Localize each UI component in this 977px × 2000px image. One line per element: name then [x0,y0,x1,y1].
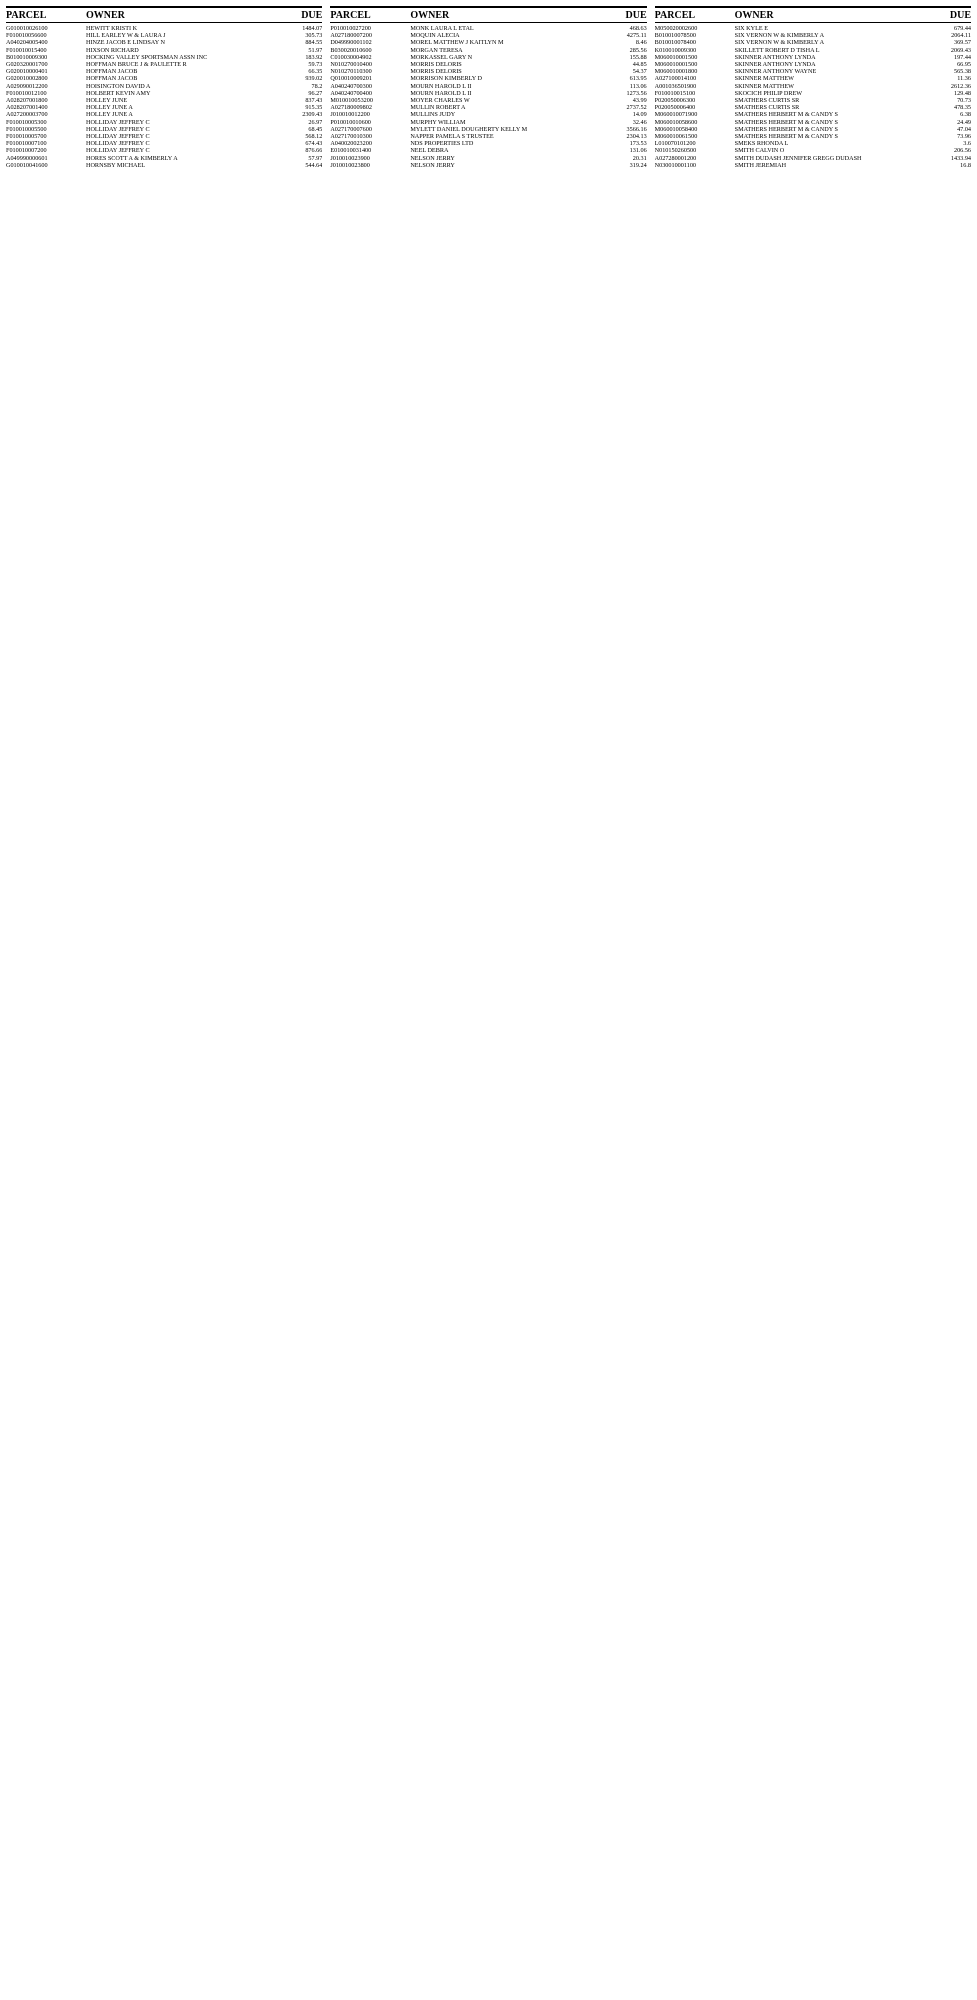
due-cell: 11.36 [957,75,971,83]
column-1 [6,6,322,1994]
owner-cell: SMITH DUDASH JENNIFER GREGG DUDASH [734,154,862,162]
due-cell: 113.06 [629,82,647,90]
owner-cell: HOCKING VALLEY SPORTSMAN ASSN INC [86,53,208,61]
due-cell: 26.97 [308,118,323,126]
table-row [330,147,646,154]
owner-cell: SMEKS RHONDA L [734,140,789,148]
parcel-cell: C010030004902 [330,53,372,61]
table-row [330,32,646,39]
due-cell: 3566.16 [626,125,647,133]
owner-cell: SKOCICH PHILIP DREW [734,89,803,97]
due-cell: 319.24 [629,161,647,169]
parcel-cell: P010010010600 [330,118,371,126]
parcel-cell: P020050006400 [654,104,696,112]
parcel-cell: F010010005300 [6,118,47,126]
header-parcel: PARCEL [6,10,47,21]
due-cell: 68.45 [308,125,323,133]
table-row [6,83,322,90]
parcel-cell: A040020023200 [330,140,372,148]
owner-cell: HOLLIDAY JEFFREY C [86,125,150,133]
parcel-cell: M060010058600 [654,118,698,126]
due-cell: 544.64 [305,161,323,169]
owner-cell: SKINNER ANTHONY LYNDA [734,61,816,69]
due-cell: 884.55 [305,39,323,47]
table-row [655,147,971,154]
due-cell: 20.31 [632,154,647,162]
table-row [330,75,646,82]
table-row [655,61,971,68]
owner-cell: NELSON JERRY [410,154,455,162]
parcel-cell: F010010005700 [6,133,47,141]
parcel-cell: F010010015400 [6,46,47,54]
owner-cell: MORRISON KIMBERLY D [410,75,483,83]
owner-cell: SMATHERS HERBERT M & CANDY S [734,133,838,141]
due-cell: 1484.07 [302,25,323,32]
table-row [655,32,971,39]
table-row [330,54,646,61]
header-owner: OWNER [410,10,450,21]
due-cell: 3.6 [963,140,971,148]
parcel-cell: N010270010400 [330,61,372,69]
owner-cell: MONK LAURA L ETAL [410,25,474,32]
table-row [330,111,646,118]
table-row [6,25,322,32]
table-row [6,162,322,169]
table-row [655,39,971,46]
parcel-cell: M010010053200 [330,97,373,105]
due-cell: 129.48 [953,89,971,97]
due-cell: 2737.52 [626,104,647,112]
table-row [6,68,322,75]
owner-cell: MOURN HAROLD L II [410,82,472,90]
owner-cell: SMATHERS HERBERT M & CANDY S [734,118,838,126]
due-cell: 24.49 [957,118,971,126]
owner-cell: SKILLETT ROBERT D TISHA L [734,46,820,54]
table-row [655,68,971,75]
table-row [330,155,646,162]
table-row [655,83,971,90]
parcel-cell: A027180009802 [330,104,372,112]
parcel-cell: A028207001800 [6,97,48,105]
due-cell: 131.06 [629,147,647,155]
table-row [330,140,646,147]
table-row [6,133,322,140]
owner-cell: HILL EARLEY W & LAURA J [86,32,166,40]
due-cell: 66.35 [308,68,323,76]
owner-cell: MURPHY WILLIAM [410,118,466,126]
parcel-cell: M050020002600 [654,25,698,32]
table-row [6,97,322,104]
header-due: DUE [625,10,647,21]
owner-cell: MORRIS DELORIS [410,61,462,69]
table-row [330,162,646,169]
due-cell: 155.88 [629,53,647,61]
due-cell: 1273.56 [626,89,647,97]
due-cell: 173.53 [629,140,647,148]
due-cell: 2064.11 [951,32,971,40]
table-row [330,133,646,140]
parcel-cell: F010010007100 [6,140,47,148]
parcel-cell: G020320001700 [6,61,48,69]
table-row [330,119,646,126]
owner-cell: NAPPER PAMELA S TRUSTEE [410,133,494,141]
table-row [330,97,646,104]
table-row [6,111,322,118]
column-header [655,10,971,23]
table-row [655,155,971,162]
header-parcel: PARCEL [330,10,371,21]
parcel-cell: F010010012100 [6,89,47,97]
table-row [330,68,646,75]
due-cell: 939.02 [305,75,323,83]
parcel-cell: A028207001400 [6,104,48,112]
table-row [6,140,322,147]
due-cell: 73.96 [957,133,971,141]
due-cell: 568.12 [305,133,323,141]
owner-cell: HOFFMAN JACOB [86,68,138,76]
table-row [6,39,322,46]
owner-cell: SKINNER ANTHONY LYNDA [734,53,816,61]
parcel-cell: B010010078500 [654,32,696,40]
owner-cell: SIX VERNON W & KIMBERLY A [734,39,825,47]
table-row [330,25,646,32]
parcel-cell: L010070101200 [654,140,696,148]
owner-cell: NEEL DEBRA [410,147,449,155]
due-cell: 285.56 [629,46,647,54]
parcel-cell: N030010001100 [654,161,697,169]
parcel-cell: F010010015100 [654,89,696,97]
due-cell: 4275.11 [626,32,647,40]
owner-cell: HOLLIDAY JEFFREY C [86,140,150,148]
table-row [6,119,322,126]
parcel-cell: B030020010600 [330,46,372,54]
due-cell: 674.43 [305,140,323,148]
due-cell: 6.38 [960,111,971,119]
due-cell: 32.46 [632,118,647,126]
owner-cell: MOQUIN ALECIA [410,32,460,40]
table-row [655,75,971,82]
parcel-cell: M060010001500 [654,61,698,69]
owner-cell: SKINNER MATTHEW [734,82,794,90]
table-row [655,54,971,61]
parcel-cell: M060010001500 [654,53,698,61]
due-cell: 51.97 [308,46,323,54]
column-3-rows [655,25,971,169]
parcel-cell: G010010041600 [6,161,48,169]
due-cell: 183.92 [305,53,323,61]
parcel-cell: J010010023900 [330,154,370,162]
parcel-cell: E010010031400 [330,147,372,155]
owner-cell: SMATHERS HERBERT M & CANDY S [734,111,838,119]
owner-cell: MORKASSEL GARY N [410,53,473,61]
due-cell: 2612.36 [950,82,971,90]
parcel-cell: K010010009300 [654,46,697,54]
table-row [330,104,646,111]
owner-cell: HINZE JACOB E LINDSAY N [86,39,165,47]
parcel-cell: A027180007200 [330,32,372,40]
owner-cell: SMATHERS HERBERT M & CANDY S [734,125,838,133]
due-cell: 1433.94 [950,154,971,162]
table-row [655,104,971,111]
owner-cell: HOISINGTON DAVID A [86,82,151,90]
due-cell: 2069.43 [950,46,971,54]
column-1-rows [6,25,322,169]
table-row [6,75,322,82]
owner-cell: HOLLEY JUNE A [86,104,133,112]
owner-cell: SMATHERS CURTIS SR [734,104,800,112]
parcel-cell: A027200003700 [6,111,48,119]
column-3 [655,6,971,1994]
owner-cell: SKINNER MATTHEW [734,75,794,83]
owner-cell: SMATHERS CURTIS SR [734,97,800,105]
parcel-cell: M060010058400 [654,125,698,133]
parcel-cell: A027170010300 [330,133,372,141]
table-row [6,61,322,68]
owner-cell: HOLLEY JUNE A [86,111,133,119]
parcel-cell: B010010009300 [6,53,48,61]
table-row [655,126,971,133]
owner-cell: HOFFMAN JACOB [86,75,138,83]
due-cell: 47.04 [957,125,971,133]
owner-cell: SKINNER ANTHONY WAYNE [734,68,817,76]
parcel-cell: J010010012200 [330,111,370,119]
parcel-cell: A049990000601 [6,154,48,162]
parcel-cell: A040240700400 [330,89,372,97]
table-row [655,97,971,104]
owner-cell: MULLIN ROBERT A [410,104,466,112]
parcel-cell: D049990001102 [330,39,372,47]
table-row [330,39,646,46]
table-row [330,83,646,90]
owner-cell: NELSON JERRY [410,161,455,169]
table-row [6,54,322,61]
parcel-cell: B010010078400 [654,39,696,47]
due-cell: 66.95 [957,61,971,69]
due-cell: 468.63 [629,25,647,32]
parcel-cell: N010270110300 [330,68,372,76]
column-header [330,10,646,23]
due-cell: 44.85 [632,61,647,69]
header-owner: OWNER [86,10,125,21]
header-due: DUE [949,10,971,21]
owner-cell: HOLLIDAY JEFFREY C [86,147,150,155]
owner-cell: MOREL MATTHEW J KAITLYN M [410,39,504,47]
parcel-cell: A027170007600 [330,125,372,133]
due-cell: 305.73 [305,32,323,40]
due-cell: 8.46 [635,39,647,47]
parcel-cell: M060010001800 [654,68,698,76]
table-row [330,47,646,54]
owner-cell: HOLLIDAY JEFFREY C [86,118,150,126]
due-cell: 197.44 [953,53,971,61]
owner-cell: SIX VERNON W & KIMBERLY A [734,32,825,40]
parcel-cell: A027280001200 [654,154,697,162]
due-cell: 2304.13 [626,133,647,141]
owner-cell: MULLINS JUDY [410,111,456,119]
owner-cell: MORRIS DELORIS [410,68,462,76]
parcel-cell: M060010061500 [654,133,698,141]
owner-cell: MOYER CHARLES W [410,97,470,105]
owner-cell: MOURN HAROLD L II [410,89,472,97]
table-row [655,162,971,169]
parcel-cell: N010150260500 [654,147,697,155]
table-row [655,90,971,97]
due-cell: 206.56 [953,147,971,155]
parcel-cell: Q010010009201 [330,75,372,83]
due-cell: 915.35 [305,104,323,112]
due-cell: 70.73 [957,97,971,105]
table-row [655,47,971,54]
table-row [6,32,322,39]
due-cell: 57.97 [308,154,323,162]
due-cell: 679.44 [953,25,971,32]
due-cell: 613.95 [629,75,647,83]
due-cell: 14.09 [632,111,647,119]
table-row [655,25,971,32]
header-due: DUE [301,10,323,21]
parcel-cell: G020010000401 [6,68,48,76]
owner-cell: HOLLEY JUNE [86,97,128,105]
table-row [6,155,322,162]
due-cell: 876.66 [305,147,323,155]
due-cell: 2309.43 [302,111,323,119]
table-row [6,126,322,133]
owner-cell: HOLBERT KEVIN AMY [86,89,151,97]
parcel-cell: P010010027200 [330,25,371,32]
table-row [655,111,971,118]
parcel-cell: G020010002800 [6,75,48,83]
column-2-rows [330,25,646,169]
column-2 [330,6,646,1994]
parcel-cell: G010010026100 [6,25,48,32]
parcel-cell: P020050006300 [654,97,696,105]
column-header [6,10,322,23]
due-cell: 16.8 [960,161,971,169]
parcel-cell: A027100014100 [654,75,697,83]
parcel-cell: F010010056600 [6,32,47,40]
parcel-cell: A001036501900 [654,82,697,90]
table-row [655,133,971,140]
owner-cell: HIXSON RICHARD [86,46,139,54]
due-cell: 837.43 [305,97,323,105]
owner-cell: NDS PROPERTIES LTD [410,140,474,148]
parcel-cell: A040240700300 [330,82,372,90]
table-row [6,47,322,54]
owner-cell: HEWITT KRISTI K [86,25,138,32]
owner-cell: HOLLIDAY JEFFREY C [86,133,150,141]
owner-cell: HORES SCOTT A & KIMBERLY A [86,154,178,162]
header-owner: OWNER [734,10,774,21]
table-row [330,126,646,133]
owner-cell: SMITH JEREMIAH [734,161,787,169]
due-cell: 54.37 [632,68,647,76]
owner-cell: SIX KYLE E [734,25,768,32]
table-row [6,90,322,97]
parcel-cell: F010010007200 [6,147,47,155]
parcel-cell: M060010071900 [654,111,698,119]
due-cell: 565.38 [953,68,971,76]
tax-list-sheet [6,6,971,1994]
due-cell: 59.73 [308,61,323,69]
table-row [6,104,322,111]
due-cell: 96.27 [308,89,323,97]
owner-cell: HOFFMAN BRUCE J & PAULETTE R [86,61,187,69]
owner-cell: MYLETT DANIEL DOUGHERTY KELLY M [410,125,528,133]
header-parcel: PARCEL [654,10,696,21]
table-row [655,119,971,126]
due-cell: 478.35 [953,104,971,112]
due-cell: 369.57 [953,39,971,47]
table-row [655,140,971,147]
parcel-cell: J010010023800 [330,161,370,169]
due-cell: 43.99 [632,97,647,105]
owner-cell: SMITH CALVIN O [734,147,785,155]
owner-cell: MORGAN TERESA [410,46,463,54]
parcel-cell: F010010005500 [6,125,47,133]
owner-cell: HORNSBY MICHAEL [86,161,146,169]
parcel-cell: A040204005400 [6,39,48,47]
parcel-cell: A029090012200 [6,82,48,90]
table-row [330,90,646,97]
table-row [330,61,646,68]
table-row [6,147,322,154]
due-cell: 78.2 [311,82,323,90]
